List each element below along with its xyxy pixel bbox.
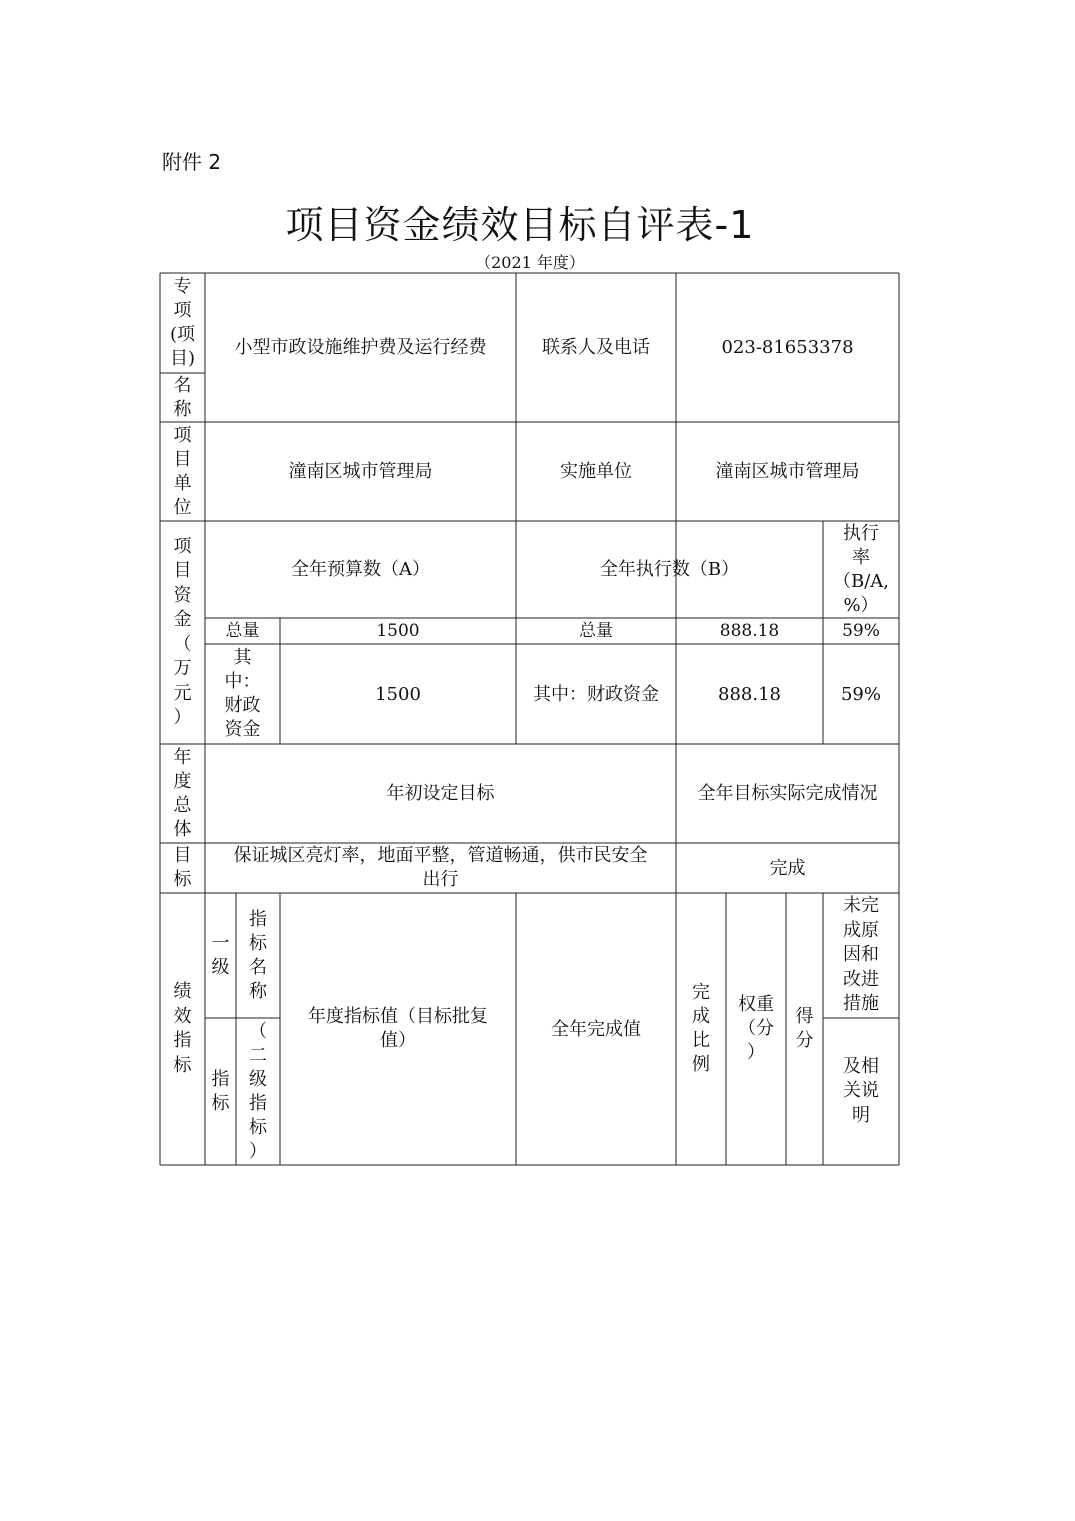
indicator-name-label: 指 标 名 称 bbox=[249, 908, 267, 1002]
total-rate-value: 59% bbox=[842, 620, 880, 641]
score-header: 得 分 bbox=[795, 1006, 814, 1051]
initial-target-value: 保证城区亮灯率，地面平整，管道畅通，供市民安全 出行 bbox=[233, 845, 648, 890]
attachment-label: 附件 2 bbox=[162, 150, 222, 174]
level2-indicator-label: （ 二 级 指 标 ） bbox=[249, 1020, 267, 1162]
annual-indicator-value-header: 年度指标值（目标批复 值） bbox=[308, 1006, 488, 1051]
contact-value: 023-81653378 bbox=[721, 337, 854, 358]
execution-rate-header: 执行 率 （B/A, %） bbox=[832, 522, 889, 616]
fiscal-exec-value: 888.18 bbox=[718, 683, 781, 705]
actual-completion-value: 完成 bbox=[769, 857, 806, 879]
weight-header: 权重 （分 ） bbox=[738, 994, 774, 1063]
year-subtitle: （2021 年度） bbox=[475, 253, 585, 272]
annual-budget-header: 全年预算数（A） bbox=[291, 559, 430, 580]
annual-completed-value-header: 全年完成值 bbox=[551, 1018, 641, 1040]
level1-label-top: 一 级 bbox=[211, 932, 230, 978]
total-exec-label: 总量 bbox=[579, 620, 613, 641]
fiscal-budget-value: 1500 bbox=[375, 683, 421, 705]
implementing-unit-value: 潼南区城市管理局 bbox=[715, 461, 860, 482]
annual-target-label-top: 年 度 总 体 bbox=[173, 746, 192, 840]
actual-completion-header: 全年目标实际完成情况 bbox=[697, 783, 878, 804]
incomplete-reason-header: 未完 成原 因和 改进 措施 bbox=[843, 895, 879, 1015]
initial-target-header: 年初设定目标 bbox=[386, 783, 495, 804]
annual-target-label-bottom: 目 标 bbox=[173, 845, 192, 890]
page-title: 项目资金绩效目标自评表-1 bbox=[285, 203, 755, 247]
completion-ratio-header: 完 成 比 例 bbox=[692, 982, 710, 1075]
fiscal-funds-label: 其 中： 财政 资金 bbox=[224, 647, 261, 740]
project-funds-label: 项 目 资 金 （ 万 元 ） bbox=[173, 535, 192, 728]
performance-indicators-label: 绩 效 指 标 bbox=[173, 981, 192, 1076]
project-name-label-bottom: 名 称 bbox=[173, 374, 192, 420]
project-name-value: 小型市政设施维护费及运行经费 bbox=[234, 337, 487, 358]
project-unit-label: 项 目 单 位 bbox=[173, 424, 192, 518]
contact-label: 联系人及电话 bbox=[542, 337, 650, 358]
fiscal-exec-label: 其中：财政资金 bbox=[533, 683, 659, 705]
annual-execution-header: 全年执行数（B） bbox=[599, 559, 740, 580]
project-unit-value: 潼南区城市管理局 bbox=[288, 461, 433, 482]
level1-label-bottom: 指 标 bbox=[211, 1068, 230, 1114]
fiscal-rate-value: 59% bbox=[840, 683, 881, 705]
project-name-label-top: 专 项 (项 目) bbox=[169, 276, 196, 369]
related-notes-header: 及相 关说 明 bbox=[843, 1055, 879, 1126]
implementing-unit-label: 实施单位 bbox=[560, 461, 632, 482]
total-exec-value: 888.18 bbox=[719, 620, 780, 641]
total-label: 总量 bbox=[225, 620, 260, 641]
total-budget-value: 1500 bbox=[376, 620, 420, 641]
